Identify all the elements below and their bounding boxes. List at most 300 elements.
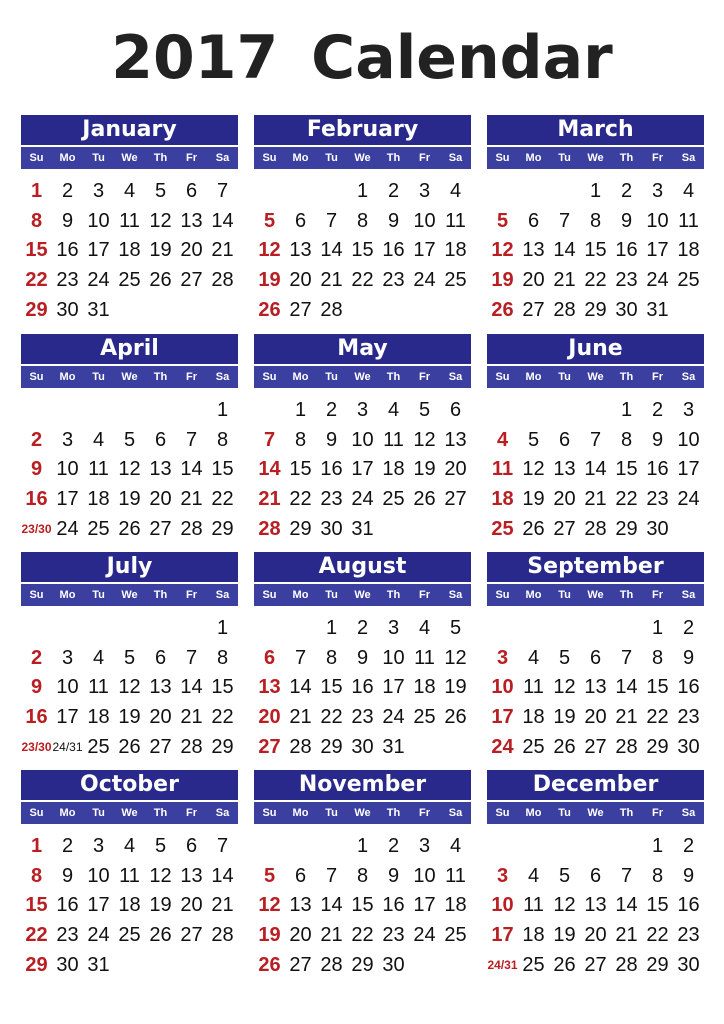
sunday-date: 28 bbox=[258, 517, 281, 540]
date-cell: 4 bbox=[527, 864, 540, 887]
date-cell: 21 bbox=[180, 488, 203, 511]
date-cell: 6 bbox=[294, 209, 307, 232]
date-cell: 23 bbox=[351, 706, 374, 729]
date-cell: 30 bbox=[382, 953, 405, 976]
date-cell bbox=[285, 832, 316, 862]
date-cell bbox=[549, 832, 580, 862]
sunday-date: 3 bbox=[496, 864, 509, 887]
weekday-label: Fr bbox=[652, 152, 663, 164]
date-cell: 6 bbox=[154, 428, 167, 451]
date-cell: 15 bbox=[584, 239, 607, 262]
month-name: July bbox=[21, 552, 238, 582]
date-cell: 7 bbox=[325, 864, 338, 887]
date-cell: 7 bbox=[589, 428, 602, 451]
date-cell: 10 bbox=[646, 209, 669, 232]
page-title: 2017 Calendar bbox=[111, 23, 613, 93]
weekday-label: Mo bbox=[525, 152, 542, 164]
weekday-label: Mo bbox=[292, 371, 309, 383]
month-january bbox=[21, 115, 238, 325]
week-row bbox=[254, 951, 471, 981]
date-cell: 17 bbox=[382, 676, 405, 699]
sunday-date bbox=[487, 832, 518, 862]
date-cell bbox=[409, 296, 440, 326]
date-cell: 29 bbox=[320, 735, 343, 758]
date-cell: 20 bbox=[584, 706, 607, 729]
date-cell bbox=[440, 296, 471, 326]
date-cell: 2 bbox=[387, 835, 400, 857]
date-cell: 6 bbox=[589, 864, 602, 887]
date-cell: 17 bbox=[413, 239, 436, 262]
date-cell: 17 bbox=[646, 239, 669, 262]
weekday-header bbox=[487, 584, 704, 606]
sunday-date: 13 bbox=[258, 676, 281, 699]
week-row bbox=[487, 703, 704, 733]
month-name: December bbox=[487, 770, 704, 800]
date-cell: 29 bbox=[615, 517, 638, 540]
date-cell bbox=[580, 614, 611, 644]
date-cell: 10 bbox=[87, 209, 110, 232]
date-cell bbox=[518, 177, 549, 207]
date-cell: 9 bbox=[682, 864, 695, 887]
weekday-label: Fr bbox=[419, 371, 430, 383]
month-name: January bbox=[21, 115, 238, 145]
date-cell: 31 bbox=[382, 735, 405, 758]
weekday-header bbox=[254, 802, 471, 824]
weekday-label: Tu bbox=[558, 152, 571, 164]
sunday-date: 22 bbox=[25, 269, 48, 292]
date-cell: 2 bbox=[387, 180, 400, 202]
weekday-label: Tu bbox=[92, 152, 105, 164]
sunday-date: 17 bbox=[491, 706, 514, 729]
date-cell bbox=[316, 177, 347, 207]
date-cell: 8 bbox=[325, 646, 338, 669]
date-cell: 23 bbox=[320, 488, 343, 511]
date-cell bbox=[580, 396, 611, 426]
date-cell: 17 bbox=[351, 458, 374, 481]
date-cell: 16 bbox=[382, 894, 405, 917]
weekday-label: Th bbox=[153, 807, 168, 819]
sunday-date: 17 bbox=[491, 924, 514, 947]
date-cell: 6 bbox=[294, 864, 307, 887]
weekday-label: We bbox=[587, 589, 604, 601]
weekday-label: Tu bbox=[92, 589, 105, 601]
weekday-header bbox=[254, 147, 471, 169]
sunday-date: 4 bbox=[496, 428, 509, 451]
date-cell: 23 bbox=[677, 706, 700, 729]
date-cell: 8 bbox=[216, 646, 229, 669]
date-cell: 13 bbox=[149, 458, 172, 481]
date-cell: 11 bbox=[414, 646, 435, 669]
date-cell: 13 bbox=[180, 864, 203, 887]
date-cell: 30 bbox=[677, 735, 700, 758]
date-cell: 19 bbox=[118, 706, 141, 729]
date-cell: 28 bbox=[320, 953, 343, 976]
date-cell: 26 bbox=[553, 735, 576, 758]
sunday-date: 18 bbox=[491, 488, 514, 511]
date-cell: 3 bbox=[418, 180, 431, 202]
weekday-label: Su bbox=[262, 807, 277, 819]
date-cell: 11 bbox=[88, 676, 109, 699]
sunday-date: 5 bbox=[263, 209, 276, 232]
weekday-header bbox=[487, 147, 704, 169]
weekday-label: Sa bbox=[681, 152, 696, 164]
sunday-date: 12 bbox=[258, 239, 281, 262]
date-cell: 26 bbox=[444, 706, 467, 729]
week-row bbox=[487, 396, 704, 426]
date-cell: 7 bbox=[325, 209, 338, 232]
weekday-label: Fr bbox=[652, 371, 663, 383]
sunday-date: 5 bbox=[496, 209, 509, 232]
date-cell: 23 bbox=[677, 924, 700, 947]
date-cell: 27 bbox=[289, 298, 312, 321]
date-cell: 24 bbox=[87, 269, 110, 292]
weekday-label: Fr bbox=[186, 807, 197, 819]
date-cell bbox=[285, 614, 316, 644]
sunday-date bbox=[487, 614, 518, 644]
weekday-label: Sa bbox=[215, 589, 230, 601]
sunday-date bbox=[254, 614, 285, 644]
weekday-label: We bbox=[354, 589, 371, 601]
weekday-label: Sa bbox=[448, 152, 463, 164]
weekday-label: Th bbox=[386, 589, 401, 601]
date-cell: 12 bbox=[553, 676, 576, 699]
date-cell: 9 bbox=[61, 209, 74, 232]
date-cell: 19 bbox=[553, 924, 576, 947]
date-cell: 4 bbox=[682, 180, 695, 202]
date-cell: 1 bbox=[216, 617, 229, 639]
weekday-header bbox=[21, 147, 238, 169]
date-cell bbox=[52, 614, 83, 644]
date-cell: 19 bbox=[149, 239, 172, 262]
date-cell: 13 bbox=[522, 239, 545, 262]
week-row bbox=[487, 177, 704, 207]
day-grid bbox=[487, 396, 704, 544]
date-cell: 15 bbox=[615, 458, 638, 481]
date-cell: 23 bbox=[382, 269, 405, 292]
date-cell bbox=[83, 614, 114, 644]
weekday-label: Th bbox=[619, 589, 634, 601]
date-cell: 9 bbox=[682, 646, 695, 669]
sunday-date bbox=[487, 177, 518, 207]
week-row bbox=[487, 644, 704, 674]
weekday-label: Su bbox=[495, 152, 510, 164]
weekday-label: We bbox=[587, 371, 604, 383]
date-cell: 9 bbox=[61, 864, 74, 887]
date-cell: 22 bbox=[615, 488, 638, 511]
sunday-date: 29 bbox=[25, 298, 48, 321]
week-row bbox=[254, 485, 471, 515]
date-cell: 21 bbox=[320, 269, 343, 292]
month-february bbox=[254, 115, 471, 325]
sunday-date: 27 bbox=[258, 735, 281, 758]
date-cell: 5 bbox=[154, 180, 167, 202]
sunday-date: 15 bbox=[25, 239, 48, 262]
date-cell: 14 bbox=[180, 676, 203, 699]
sunday-date: 2 bbox=[30, 646, 43, 669]
weekday-header bbox=[254, 366, 471, 388]
date-cell: 9 bbox=[325, 428, 338, 451]
date-cell: 27 bbox=[444, 488, 467, 511]
date-cell bbox=[114, 396, 145, 426]
weekday-label: Fr bbox=[186, 371, 197, 383]
date-cell: 7 bbox=[620, 864, 633, 887]
date-cell: 20 bbox=[149, 706, 172, 729]
date-cell: 22 bbox=[646, 706, 669, 729]
date-cell: 20 bbox=[584, 924, 607, 947]
date-cell bbox=[176, 951, 207, 981]
date-cell: 7 bbox=[620, 646, 633, 669]
sunday-date: 6 bbox=[263, 646, 276, 669]
day-grid bbox=[21, 396, 238, 544]
week-row bbox=[254, 426, 471, 456]
date-cell: 27 bbox=[149, 517, 172, 540]
sunday-date: 14 bbox=[258, 458, 281, 481]
date-cell: 15 bbox=[351, 894, 374, 917]
date-cell: 3 bbox=[387, 617, 400, 639]
week-row bbox=[487, 614, 704, 644]
date-cell: 7 bbox=[185, 428, 198, 451]
weekday-label: Sa bbox=[215, 152, 230, 164]
weekday-header bbox=[21, 584, 238, 606]
week-row bbox=[487, 733, 704, 763]
weekday-label: We bbox=[587, 152, 604, 164]
month-september bbox=[487, 552, 704, 762]
date-cell bbox=[114, 951, 145, 981]
date-cell: 13 bbox=[149, 676, 172, 699]
date-cell: 24 bbox=[87, 924, 110, 947]
date-cell: 5 bbox=[418, 399, 431, 421]
date-cell: 25 bbox=[87, 517, 110, 540]
sunday-date: 10 bbox=[491, 894, 514, 917]
date-cell: 24 bbox=[413, 924, 436, 947]
date-cell: 19 bbox=[118, 488, 141, 511]
date-cell: 21 bbox=[615, 706, 638, 729]
weekday-label: Fr bbox=[419, 152, 430, 164]
date-cell: 26 bbox=[118, 517, 141, 540]
date-cell: 16 bbox=[56, 239, 79, 262]
sunday-date bbox=[487, 396, 518, 426]
date-cell: 25 bbox=[118, 269, 141, 292]
date-cell: 14 bbox=[615, 894, 638, 917]
date-cell: 1 bbox=[356, 180, 369, 202]
sunday-date: 15 bbox=[25, 894, 48, 917]
date-cell: 3 bbox=[61, 646, 74, 669]
sunday-date: 1 bbox=[30, 835, 43, 857]
date-cell bbox=[409, 515, 440, 545]
week-row bbox=[254, 891, 471, 921]
sunday-date: 8 bbox=[30, 864, 43, 887]
weekday-label: We bbox=[354, 807, 371, 819]
date-cell: 12 bbox=[522, 458, 545, 481]
date-cell: 5 bbox=[123, 428, 136, 451]
week-row bbox=[487, 207, 704, 237]
weekday-header bbox=[21, 366, 238, 388]
day-grid bbox=[21, 177, 238, 325]
date-cell: 3 bbox=[682, 399, 695, 421]
date-cell: 1 bbox=[589, 180, 602, 202]
date-cell: 1 bbox=[620, 399, 633, 421]
weekday-label: Tu bbox=[325, 371, 338, 383]
sunday-date: 19 bbox=[258, 269, 281, 292]
date-cell: 11 bbox=[445, 209, 466, 232]
date-cell: 15 bbox=[351, 239, 374, 262]
date-cell: 28 bbox=[553, 298, 576, 321]
day-grid bbox=[487, 832, 704, 980]
sunday-date: 20 bbox=[258, 706, 281, 729]
date-cell: 23 bbox=[615, 269, 638, 292]
month-name: February bbox=[254, 115, 471, 145]
date-cell: 26 bbox=[413, 488, 436, 511]
date-cell: 10 bbox=[87, 864, 110, 887]
week-row bbox=[487, 236, 704, 266]
date-cell: 23 bbox=[382, 924, 405, 947]
date-cell: 6 bbox=[154, 646, 167, 669]
month-name: October bbox=[21, 770, 238, 800]
week-row bbox=[487, 485, 704, 515]
sunday-date: 22 bbox=[25, 924, 48, 947]
weekday-label: Tu bbox=[325, 152, 338, 164]
sunday-date: 16 bbox=[25, 488, 48, 511]
date-cell: 18 bbox=[522, 706, 545, 729]
day-grid bbox=[21, 832, 238, 980]
date-cell: 13 bbox=[289, 239, 312, 262]
weekday-label: Su bbox=[262, 589, 277, 601]
sunday-date: 5 bbox=[263, 864, 276, 887]
weekday-label: Sa bbox=[215, 371, 230, 383]
weekday-label: Tu bbox=[558, 589, 571, 601]
week-row bbox=[487, 832, 704, 862]
date-cell bbox=[378, 515, 409, 545]
date-cell bbox=[145, 951, 176, 981]
date-cell: 15 bbox=[211, 458, 234, 481]
date-cell: 4 bbox=[123, 180, 136, 202]
date-cell: 16 bbox=[615, 239, 638, 262]
date-cell: 25 bbox=[444, 269, 467, 292]
weekday-label: Fr bbox=[186, 589, 197, 601]
date-cell: 3 bbox=[651, 180, 664, 202]
date-cell: 12 bbox=[149, 209, 172, 232]
date-cell: 30 bbox=[351, 735, 374, 758]
date-cell: 1 bbox=[651, 617, 664, 639]
date-cell: 11 bbox=[523, 894, 544, 917]
date-cell: 5 bbox=[123, 646, 136, 669]
month-name: March bbox=[487, 115, 704, 145]
date-cell: 4 bbox=[418, 617, 431, 639]
sunday-date: 9 bbox=[30, 458, 43, 481]
date-cell: 18 bbox=[444, 239, 467, 262]
date-cell: 19 bbox=[522, 488, 545, 511]
week-row bbox=[487, 515, 704, 545]
date-cell: 29 bbox=[646, 953, 669, 976]
date-cell: 2 bbox=[682, 617, 695, 639]
weekday-label: Sa bbox=[681, 371, 696, 383]
week-row bbox=[21, 891, 238, 921]
date-cell: 8 bbox=[356, 209, 369, 232]
date-cell: 9 bbox=[387, 864, 400, 887]
date-cell: 25 bbox=[382, 488, 405, 511]
date-cell: 9 bbox=[356, 646, 369, 669]
week-row bbox=[254, 396, 471, 426]
date-cell: 12 bbox=[413, 428, 436, 451]
date-cell: 24 bbox=[677, 488, 700, 511]
date-cell: 10 bbox=[351, 428, 374, 451]
day-grid bbox=[487, 614, 704, 762]
month-name: November bbox=[254, 770, 471, 800]
date-cell bbox=[176, 296, 207, 326]
date-cell: 13 bbox=[444, 428, 467, 451]
date-cell: 25 bbox=[522, 953, 545, 976]
date-cell: 30 bbox=[56, 298, 79, 321]
date-cell: 28 bbox=[289, 735, 312, 758]
date-cell: 15 bbox=[320, 676, 343, 699]
date-cell: 4 bbox=[387, 399, 400, 421]
month-may bbox=[254, 334, 471, 544]
date-cell bbox=[673, 515, 704, 545]
weekday-label: Fr bbox=[419, 589, 430, 601]
weekday-label: Th bbox=[619, 371, 634, 383]
week-row bbox=[254, 644, 471, 674]
day-grid bbox=[254, 832, 471, 980]
date-cell: 13 bbox=[553, 458, 576, 481]
sunday-date: 24/31 bbox=[487, 957, 518, 972]
sunday-date: 8 bbox=[30, 209, 43, 232]
date-cell: 12 bbox=[553, 894, 576, 917]
week-row bbox=[254, 455, 471, 485]
weekday-label: Mo bbox=[59, 807, 76, 819]
date-cell: 5 bbox=[449, 617, 462, 639]
date-cell: 13 bbox=[180, 209, 203, 232]
week-row bbox=[21, 426, 238, 456]
date-cell: 11 bbox=[119, 209, 140, 232]
week-row bbox=[21, 614, 238, 644]
date-cell bbox=[207, 951, 238, 981]
date-cell: 28 bbox=[180, 517, 203, 540]
weekday-label: Mo bbox=[292, 807, 309, 819]
week-row bbox=[21, 396, 238, 426]
date-cell bbox=[207, 296, 238, 326]
sunday-date bbox=[254, 177, 285, 207]
date-cell: 2 bbox=[61, 835, 74, 857]
week-row bbox=[254, 862, 471, 892]
weekday-label: We bbox=[354, 152, 371, 164]
date-cell bbox=[518, 614, 549, 644]
week-row bbox=[487, 266, 704, 296]
date-cell: 16 bbox=[677, 894, 700, 917]
weekday-label: Th bbox=[386, 807, 401, 819]
date-cell: 10 bbox=[382, 646, 405, 669]
date-cell: 22 bbox=[211, 488, 234, 511]
sunday-date: 10 bbox=[491, 676, 514, 699]
week-row bbox=[487, 455, 704, 485]
month-december bbox=[487, 770, 704, 980]
date-cell: 2 bbox=[620, 180, 633, 202]
date-cell: 14 bbox=[180, 458, 203, 481]
date-cell: 1 bbox=[356, 835, 369, 857]
week-row bbox=[487, 673, 704, 703]
date-cell: 21 bbox=[320, 924, 343, 947]
date-cell: 30 bbox=[646, 517, 669, 540]
weekday-label: We bbox=[587, 807, 604, 819]
weekday-label: Th bbox=[153, 589, 168, 601]
week-row bbox=[21, 673, 238, 703]
date-cell: 19 bbox=[149, 894, 172, 917]
date-cell: 8 bbox=[294, 428, 307, 451]
date-cell: 3 bbox=[418, 835, 431, 857]
date-cell: 9 bbox=[387, 209, 400, 232]
date-cell: 21 bbox=[584, 488, 607, 511]
date-cell: 14 bbox=[320, 894, 343, 917]
date-cell: 26 bbox=[149, 269, 172, 292]
